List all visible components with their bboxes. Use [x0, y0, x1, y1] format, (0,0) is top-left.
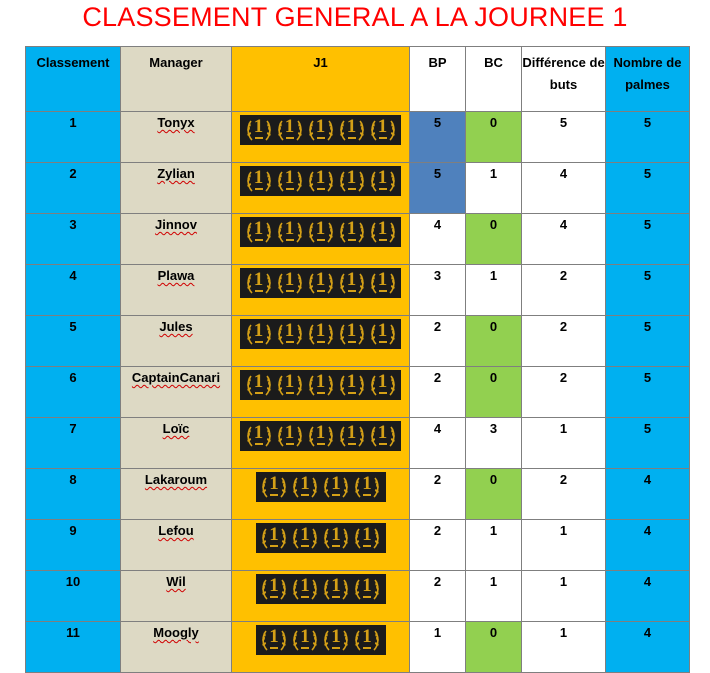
laurel-number-one-icon [321, 625, 351, 655]
manager-cell [121, 367, 232, 418]
bp-cell-value: 2 [433, 523, 442, 538]
badge-number: 1 [284, 371, 295, 392]
badge-number: 1 [315, 167, 326, 188]
bp-cell [410, 622, 466, 673]
manager-cell [121, 316, 232, 367]
bc-cell [466, 418, 522, 469]
laurel-number-one-icon [321, 574, 351, 604]
bc-cell [466, 367, 522, 418]
j1-cell [232, 622, 410, 673]
laurel-number-one-icon [337, 268, 367, 298]
manager-cell [121, 622, 232, 673]
bp-cell-value: 2 [433, 574, 442, 589]
bp-cell [410, 163, 466, 214]
j1-cell [232, 112, 410, 163]
laurel-number-one-icon [368, 268, 398, 298]
palmes-cell [606, 469, 690, 520]
manager-name: Zylian [157, 166, 195, 181]
badge-number: 1 [331, 473, 341, 494]
manager-cell [121, 163, 232, 214]
difference-cell [522, 520, 606, 571]
bc-cell [466, 622, 522, 673]
laurel-number-one-icon [306, 421, 336, 451]
difference-cell [522, 622, 606, 673]
badge-number: 1 [253, 422, 264, 443]
badge-number: 1 [315, 422, 326, 443]
header-j1: J1 [232, 47, 410, 112]
bc-cell-value: 0 [489, 472, 498, 487]
badge-number: 1 [253, 167, 264, 188]
rank-cell [26, 214, 121, 265]
palmes-cell-value: 5 [643, 268, 652, 283]
palmes-cell [606, 316, 690, 367]
difference-cell-value: 2 [559, 268, 568, 283]
difference-cell-value: 1 [559, 421, 568, 436]
badge-number: 1 [346, 269, 357, 290]
manager-name: Moogly [153, 625, 199, 640]
palmes-cell [606, 520, 690, 571]
badge-number: 1 [315, 269, 326, 290]
bc-cell [466, 112, 522, 163]
laurel-number-one-icon [306, 217, 336, 247]
palm-badge-strip [240, 319, 401, 349]
manager-wrap [121, 214, 231, 232]
palmes-cell [606, 418, 690, 469]
manager-wrap [121, 571, 231, 589]
bp-cell-value: 5 [433, 166, 442, 181]
rank-cell-value: 5 [69, 319, 77, 334]
badge-number: 1 [284, 218, 295, 239]
laurel-number-one-icon [368, 319, 398, 349]
laurel-number-one-icon [306, 115, 336, 145]
laurel-number-one-icon [368, 217, 398, 247]
laurel-number-one-icon [290, 523, 320, 553]
j1-cell [232, 367, 410, 418]
laurel-number-one-icon [290, 472, 320, 502]
badge-number: 1 [300, 473, 310, 494]
laurel-number-one-icon [368, 370, 398, 400]
laurel-number-one-icon [290, 625, 320, 655]
bc-cell-value: 0 [489, 217, 498, 232]
manager-name: Plawa [157, 268, 195, 283]
laurel-number-one-icon [259, 523, 289, 553]
difference-cell-value: 5 [559, 115, 568, 130]
badge-number: 1 [346, 167, 357, 188]
laurel-number-one-icon [368, 166, 398, 196]
bp-cell [410, 418, 466, 469]
bc-cell-value: 0 [489, 319, 498, 334]
rank-cell [26, 469, 121, 520]
j1-cell [232, 316, 410, 367]
bp-cell-value: 4 [433, 217, 442, 232]
laurel-number-one-icon [275, 166, 305, 196]
table-row [26, 214, 690, 265]
palmes-cell-value: 5 [643, 217, 652, 232]
laurel-number-one-icon [275, 217, 305, 247]
palmes-cell [606, 112, 690, 163]
j1-cell [232, 265, 410, 316]
manager-wrap [121, 163, 231, 181]
manager-wrap [121, 112, 231, 130]
manager-name: Lefou [158, 523, 194, 538]
bc-cell-value: 1 [489, 268, 498, 283]
table-body [26, 112, 690, 673]
difference-cell [522, 265, 606, 316]
laurel-number-one-icon [352, 523, 382, 553]
badge-number: 1 [362, 524, 372, 545]
bc-cell [466, 265, 522, 316]
bp-cell [410, 214, 466, 265]
manager-name: Wil [166, 574, 186, 589]
laurel-number-one-icon [321, 523, 351, 553]
badge-number: 1 [315, 320, 326, 341]
difference-cell-value: 4 [559, 166, 568, 181]
difference-cell [522, 367, 606, 418]
difference-cell-value: 2 [559, 472, 568, 487]
rank-cell [26, 622, 121, 673]
bc-cell-value: 1 [489, 523, 498, 538]
table-row [26, 571, 690, 622]
bp-cell [410, 112, 466, 163]
bp-cell [410, 520, 466, 571]
table-row [26, 367, 690, 418]
laurel-number-one-icon [244, 166, 274, 196]
badge-number: 1 [346, 218, 357, 239]
manager-name: Loïc [162, 421, 190, 436]
badge-number: 1 [253, 218, 264, 239]
manager-name: Lakaroum [144, 472, 208, 487]
badge-number: 1 [253, 371, 264, 392]
difference-cell-value: 2 [559, 319, 568, 334]
laurel-number-one-icon [244, 217, 274, 247]
laurel-number-one-icon [275, 319, 305, 349]
header-manager: Manager [121, 47, 232, 112]
badge-number: 1 [284, 320, 295, 341]
j1-cell [232, 214, 410, 265]
difference-cell [522, 163, 606, 214]
manager-cell [121, 214, 232, 265]
badge-number: 1 [346, 422, 357, 443]
j1-cell [232, 520, 410, 571]
difference-cell [522, 469, 606, 520]
badge-number: 1 [315, 116, 326, 137]
manager-wrap [121, 316, 231, 334]
j1-cell [232, 163, 410, 214]
manager-wrap [121, 418, 231, 436]
palm-badge-strip [240, 115, 401, 145]
laurel-number-one-icon [290, 574, 320, 604]
bp-cell-value: 3 [433, 268, 442, 283]
header-bp: BP [410, 47, 466, 112]
manager-cell [121, 469, 232, 520]
manager-wrap [121, 265, 231, 283]
badge-number: 1 [253, 320, 264, 341]
manager-wrap [121, 520, 231, 538]
manager-wrap [121, 367, 231, 385]
bp-cell-value: 4 [433, 421, 442, 436]
table-row [26, 112, 690, 163]
rank-cell [26, 520, 121, 571]
difference-cell-value: 1 [559, 523, 568, 538]
palmes-cell-value: 5 [643, 370, 652, 385]
rank-cell-value: 2 [69, 166, 77, 181]
badge-number: 1 [346, 116, 357, 137]
bc-cell [466, 571, 522, 622]
standings-table [25, 46, 690, 673]
palm-badge-strip [240, 268, 401, 298]
bc-cell-value: 1 [489, 574, 498, 589]
rank-cell [26, 418, 121, 469]
rank-cell-value: 4 [69, 268, 77, 283]
bp-cell [410, 316, 466, 367]
badge-number: 1 [346, 371, 357, 392]
bp-cell [410, 469, 466, 520]
rank-cell-value: 11 [66, 625, 80, 640]
difference-cell [522, 316, 606, 367]
laurel-number-one-icon [244, 319, 274, 349]
badge-number: 1 [377, 167, 388, 188]
badge-number: 1 [331, 575, 341, 596]
table-row [26, 316, 690, 367]
palm-badge-strip [256, 472, 386, 502]
badge-number: 1 [284, 116, 295, 137]
badge-number: 1 [377, 269, 388, 290]
badge-number: 1 [300, 524, 310, 545]
laurel-number-one-icon [275, 370, 305, 400]
manager-name: Jinnov [155, 217, 197, 232]
badge-number: 1 [377, 422, 388, 443]
rank-cell-value: 8 [69, 472, 77, 487]
bc-cell [466, 316, 522, 367]
badge-number: 1 [284, 167, 295, 188]
bc-cell [466, 214, 522, 265]
badge-number: 1 [284, 422, 295, 443]
palmes-cell-value: 5 [643, 421, 652, 436]
j1-cell [232, 571, 410, 622]
manager-cell [121, 520, 232, 571]
header-palmes: Nombre de palmes [606, 47, 690, 112]
palmes-cell [606, 571, 690, 622]
palm-badge-strip [240, 217, 401, 247]
badge-number: 1 [315, 371, 326, 392]
laurel-number-one-icon [352, 574, 382, 604]
rank-cell-value: 3 [69, 217, 77, 232]
bp-cell [410, 367, 466, 418]
manager-cell [121, 265, 232, 316]
rank-cell [26, 265, 121, 316]
j1-cell [232, 469, 410, 520]
badge-number: 1 [269, 575, 279, 596]
badge-number: 1 [377, 320, 388, 341]
manager-name: CaptainCanari [131, 370, 221, 385]
rank-cell-value: 9 [69, 523, 77, 538]
difference-cell-value: 1 [559, 625, 568, 640]
palmes-cell-value: 4 [643, 523, 652, 538]
laurel-number-one-icon [244, 421, 274, 451]
laurel-number-one-icon [259, 625, 289, 655]
laurel-number-one-icon [337, 166, 367, 196]
palmes-cell [606, 163, 690, 214]
badge-number: 1 [377, 218, 388, 239]
badge-number: 1 [362, 473, 372, 494]
laurel-number-one-icon [352, 625, 382, 655]
palmes-cell-value: 4 [643, 625, 652, 640]
difference-cell [522, 112, 606, 163]
bc-cell-value: 0 [489, 115, 498, 130]
table-row [26, 163, 690, 214]
manager-name: Tonyx [157, 115, 195, 130]
laurel-number-one-icon [368, 421, 398, 451]
palmes-cell [606, 214, 690, 265]
laurel-number-one-icon [306, 319, 336, 349]
palmes-cell [606, 265, 690, 316]
table-row [26, 520, 690, 571]
bp-cell [410, 265, 466, 316]
palmes-cell-value: 4 [643, 574, 652, 589]
manager-cell [121, 418, 232, 469]
laurel-number-one-icon [275, 421, 305, 451]
badge-number: 1 [331, 626, 341, 647]
palmes-cell-value: 5 [643, 115, 652, 130]
header-difference: Différence de buts [522, 47, 606, 112]
bc-cell-value: 0 [489, 625, 498, 640]
bc-cell-value: 1 [489, 166, 498, 181]
laurel-number-one-icon [259, 574, 289, 604]
bc-cell [466, 520, 522, 571]
rank-cell [26, 571, 121, 622]
laurel-number-one-icon [306, 166, 336, 196]
badge-number: 1 [269, 626, 279, 647]
badge-number: 1 [377, 371, 388, 392]
bp-cell-value: 2 [433, 472, 442, 487]
palmes-cell [606, 367, 690, 418]
rank-cell-value: 10 [65, 574, 81, 589]
laurel-number-one-icon [244, 268, 274, 298]
palm-badge-strip [240, 370, 401, 400]
badge-number: 1 [377, 116, 388, 137]
palmes-cell-value: 5 [643, 319, 652, 334]
badge-number: 1 [300, 626, 310, 647]
laurel-number-one-icon [337, 421, 367, 451]
laurel-number-one-icon [275, 115, 305, 145]
laurel-number-one-icon [337, 319, 367, 349]
laurel-number-one-icon [321, 472, 351, 502]
difference-cell [522, 214, 606, 265]
laurel-number-one-icon [259, 472, 289, 502]
palm-badge-strip [256, 625, 386, 655]
rank-cell [26, 112, 121, 163]
palmes-cell-value: 4 [643, 472, 652, 487]
badge-number: 1 [269, 473, 279, 494]
laurel-number-one-icon [368, 115, 398, 145]
difference-cell [522, 571, 606, 622]
bc-cell-value: 3 [489, 421, 498, 436]
page-title: CLASSEMENT GENERAL A LA JOURNEE 1 [82, 2, 628, 32]
rank-cell [26, 367, 121, 418]
badge-number: 1 [331, 524, 341, 545]
bp-cell-value: 5 [433, 115, 442, 130]
table-row [26, 265, 690, 316]
table-row [26, 469, 690, 520]
palm-badge-strip [256, 523, 386, 553]
badge-number: 1 [284, 269, 295, 290]
laurel-number-one-icon [337, 115, 367, 145]
laurel-number-one-icon [244, 115, 274, 145]
table-row [26, 622, 690, 673]
header-rank: Classement [26, 47, 121, 112]
rank-cell-value: 1 [69, 115, 77, 130]
manager-wrap [121, 469, 231, 487]
palm-badge-strip [256, 574, 386, 604]
rank-cell [26, 316, 121, 367]
palmes-cell-value: 5 [643, 166, 652, 181]
palm-badge-strip [240, 421, 401, 451]
table-row [26, 418, 690, 469]
palmes-cell [606, 622, 690, 673]
badge-number: 1 [269, 524, 279, 545]
rank-cell-value: 7 [69, 421, 77, 436]
laurel-number-one-icon [275, 268, 305, 298]
laurel-number-one-icon [244, 370, 274, 400]
header-bc: BC [466, 47, 522, 112]
difference-cell-value: 4 [559, 217, 568, 232]
bc-cell [466, 163, 522, 214]
difference-cell-value: 1 [559, 574, 568, 589]
palm-badge-strip [240, 166, 401, 196]
rank-cell-value: 6 [69, 370, 77, 385]
laurel-number-one-icon [352, 472, 382, 502]
manager-cell [121, 571, 232, 622]
rank-cell [26, 163, 121, 214]
laurel-number-one-icon [337, 370, 367, 400]
bp-cell-value: 2 [433, 370, 442, 385]
laurel-number-one-icon [306, 370, 336, 400]
badge-number: 1 [300, 575, 310, 596]
bp-cell-value: 1 [433, 625, 442, 640]
badge-number: 1 [346, 320, 357, 341]
manager-name: Jules [159, 319, 193, 334]
badge-number: 1 [362, 575, 372, 596]
badge-number: 1 [315, 218, 326, 239]
badge-number: 1 [362, 626, 372, 647]
bc-cell-value: 0 [489, 370, 498, 385]
manager-wrap [121, 622, 231, 640]
laurel-number-one-icon [306, 268, 336, 298]
bp-cell-value: 2 [433, 319, 442, 334]
badge-number: 1 [253, 116, 264, 137]
bc-cell [466, 469, 522, 520]
manager-cell [121, 112, 232, 163]
laurel-number-one-icon [337, 217, 367, 247]
difference-cell-value: 2 [559, 370, 568, 385]
header-row [26, 47, 690, 112]
bp-cell [410, 571, 466, 622]
difference-cell [522, 418, 606, 469]
j1-cell [232, 418, 410, 469]
badge-number: 1 [253, 269, 264, 290]
